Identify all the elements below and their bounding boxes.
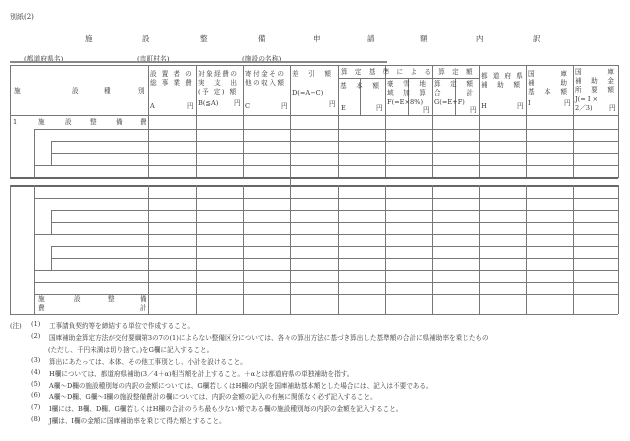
name-underline [10,61,387,63]
header-h-code: H [481,102,489,110]
header-calc-group: 算 定 基 準 に よ る 算 定 額 [341,68,476,76]
header-f-code: F(=E×8%) [387,98,424,106]
table-rule [51,258,618,259]
note-text: 算出にあたっては、本体、その他工事別とし、小計を設けること。 [49,357,247,366]
table-rule [34,165,618,166]
table-rule [290,178,291,185]
title-char: 設 [142,34,150,43]
total-label-char: 設 [74,295,83,303]
table-rule [34,129,35,178]
header-g-text: 合 計 [434,89,475,97]
note-number: (1) [31,320,41,328]
row1-label-char: 費 [140,118,149,126]
table-rule [51,141,618,142]
title-char: 内 [476,34,484,43]
table-rule [338,65,339,178]
header-e-unit: 円 [376,104,383,112]
table-rule [10,65,11,178]
header-e-text: 基 本 額 [340,82,381,90]
header-g-unit: 円 [470,106,477,114]
header-i-code: I [528,99,533,107]
title-char: 施 [85,34,93,43]
header-f-text: 域 加 算 [387,89,428,97]
header-d-text: 差 引 額 [292,70,333,78]
table-rule [51,210,52,234]
header-a-text: 設 置 者 の [150,70,194,78]
header-g-code: G(=E+F) [434,98,465,106]
table-rule [51,153,618,154]
header-f-text: 豪 雪 地 [387,80,428,88]
total-label-char: 費 [38,304,47,312]
header-j-text: 所 要 額 [575,86,616,94]
header-c-unit: 円 [281,102,288,110]
note-text: A欄〜D欄の施設種別毎の内訳の金額については、G欄若しくはH欄の内訳を国庫補助基本額とした場合には、記入は不要である。 [49,381,433,390]
table-rule [10,314,618,315]
title-char: 請 [367,34,375,43]
header-g-text: 算 定 額 [434,80,475,88]
table-rule [34,282,618,283]
table-rule [51,141,52,165]
note-number: (6) [31,391,41,400]
header-b-text: 実 支 出 [198,79,239,87]
table-rule [51,222,618,223]
table-rule [243,65,244,178]
header-b-unit: 円 [234,99,241,107]
table-rule [51,246,52,270]
table-rule [51,210,618,211]
row1-label-char: 整 [90,118,99,126]
header-c-text: 寄付金その [245,70,286,78]
title-char: 整 [200,34,208,43]
header-d-code: D(=A−C) [292,89,324,97]
total-label-char: 備 [140,295,149,303]
header-i-text: 補 助 [528,79,569,87]
header-j-code2: 2／3) [575,104,593,112]
note-number: (2) [31,331,41,340]
table-rule [385,65,386,178]
table-rule [34,234,618,235]
note-text: I欄には、B欄、D欄、G欄若しくはH欄の合計のうち最も少ない額である欄の施設種別毎の内訳の金額を記入すること。 [49,405,403,414]
header-j-code: J(= I × [575,95,599,103]
note-number: (8) [31,415,41,424]
header-a-unit: 円 [187,102,194,110]
header-i-unit: 円 [564,99,571,107]
header-h-text: 都 道 府 県 [481,72,525,80]
row1-label-char: 施 [38,118,47,126]
note-text: 工事請負契約等を締結する単位で作成すること。 [49,322,195,330]
title-char: 備 [258,34,266,43]
note-text: (ただし、千円未満は切り捨て。)をG欄に記入すること。 [48,345,214,354]
table-rule [196,65,197,178]
table-rule [573,65,574,178]
note-number: (3) [31,355,41,364]
note-text: J欄は、I欄の金額に国庫補助率を乗じて得た額とすること。 [49,417,226,426]
table-rule [34,198,618,199]
municipality-label: (市町村名) [137,55,170,63]
table-rule [34,270,618,271]
header-d-unit: 円 [329,100,336,108]
note-number: (7) [31,403,41,412]
note-number: (4) [31,367,41,376]
row1-number: 1 [13,118,19,126]
total-label-char: 施 [38,295,47,303]
table-rule [479,65,480,178]
header-b-text: 対象経費の [198,70,239,78]
header-b-text: (予 定) 額 [198,88,238,96]
row1-label-char: 備 [116,118,125,126]
note-text: A欄〜D欄、G欄〜I欄の施設整備費計の欄については、内訳の金額の記入の有無に関係なく必ず記入すること。 [49,393,377,402]
header-e-code: E [341,104,348,112]
facility-name-label: (施設の名称) [242,55,282,63]
header-b-code: B(≦A) [198,99,219,107]
header-c-text: 他の収入額 [245,79,286,87]
header-h-text: 補 助 額 [481,81,522,89]
header-f-unit: 円 [423,106,430,114]
header-h-unit: 円 [517,102,524,110]
title-char: 訳 [533,34,541,43]
table-rule [34,185,35,314]
row1-label-char: 設 [65,118,74,126]
total-label-char: 整 [108,295,117,303]
prefecture-label: (都道府県名) [24,55,64,63]
header-a-text: 総 事 業 費 [150,79,194,87]
note-text: H欄については、都道府県補助(3／4＋α)相当額を計上すること。＋αとは都道府県の単独補助を指す。 [49,369,354,378]
annex-label: 別紙(2) [10,13,34,21]
total-label-char: 計 [140,304,149,312]
title-char: 申 [313,34,321,43]
header-c-code: C [245,102,252,110]
title-char: 額 [420,34,428,43]
facility-type-header-char: 別 [138,87,147,95]
table-rule [432,65,433,178]
table-rule [51,246,618,247]
table-rule [34,294,618,295]
table-rule [10,185,11,314]
header-i-text: 基 本 額 [528,88,569,96]
note-number: (5) [31,379,41,388]
table-rule [290,65,291,178]
table-rule [34,129,618,130]
facility-type-header-char: 施 [14,87,23,95]
table-rule [618,185,619,314]
header-j-unit: 円 [609,104,616,112]
table-rule [526,65,527,178]
facility-type-header-char: 種 [104,87,113,95]
facility-type-header-char: 設 [72,87,81,95]
notes-prefix: (注) [10,322,22,330]
header-a-code: A [150,102,157,110]
note-text: 国庫補助金算定方法が交付要綱第3の7の(1)によらない整備区分については、各々の算出方法に基づき算出した基準額の合計に県補助率を乗じたもの [49,333,489,342]
header-j-text: 補 助 金 [575,77,616,85]
table-rule [10,177,618,179]
header-i-text: 国 庫 [528,70,569,78]
table-rule [148,65,149,178]
table-rule [618,65,619,178]
header-j-text: 国 庫 [575,68,616,76]
